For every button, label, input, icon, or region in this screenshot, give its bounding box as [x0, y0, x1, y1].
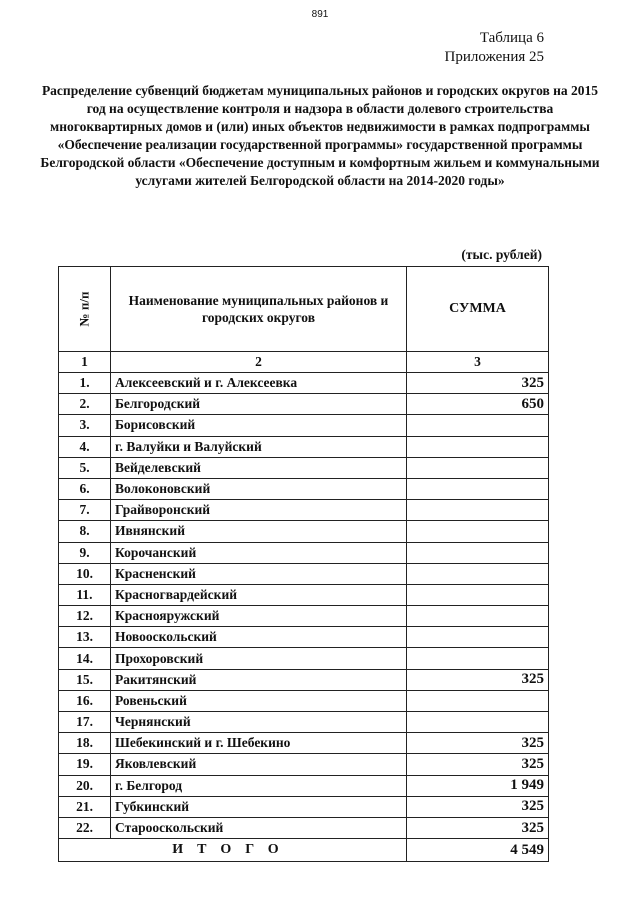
- table-row: [59, 733, 549, 754]
- district-name: Шебекинский и г. Шебекино: [111, 733, 407, 754]
- district-name: Белгородский: [111, 394, 407, 415]
- row-number: 9.: [59, 542, 111, 563]
- district-name: Алексеевский и г. Алексеевка: [111, 373, 407, 394]
- table-row: [59, 669, 549, 690]
- column-index: 3: [407, 352, 549, 373]
- row-sum: [407, 500, 549, 521]
- page-number: 891: [311, 9, 329, 20]
- table-row: [59, 796, 549, 817]
- district-name: Новооскольский: [111, 627, 407, 648]
- units-label: (тыс. рублей): [461, 247, 542, 262]
- row-sum: [407, 606, 549, 627]
- table-row: [59, 690, 549, 711]
- header-name: Наименование муниципальных районов и городских округов: [111, 267, 407, 352]
- row-sum: [407, 542, 549, 563]
- row-sum: 325: [407, 669, 549, 690]
- district-name: Красненский: [111, 563, 407, 584]
- row-sum: [407, 478, 549, 499]
- district-name: Прохоровский: [111, 648, 407, 669]
- district-name: г. Валуйки и Валуйский: [111, 436, 407, 457]
- table-row: [59, 627, 549, 648]
- row-sum: [407, 415, 549, 436]
- row-number: 11.: [59, 584, 111, 605]
- row-number: 17.: [59, 712, 111, 733]
- table-row: [59, 775, 549, 796]
- row-number: 3.: [59, 415, 111, 436]
- column-index: 2: [111, 352, 407, 373]
- table-row: [59, 584, 549, 605]
- row-sum: 650: [407, 394, 549, 415]
- document-title: Распределение субвенций бюджетам муниципальных районов и городских округов на 2015 год на осуществление контроля и надзора в области долевого строительства многоквартирных домов и (или) иных объектов недвижимости в рамках подпрограммы «Обеспечение реализации государственной программы» государственной программы Белгородской области «Обеспечение доступным и комфортным жильем и коммунальными услугами жителей Белгородской области на 2014-2020 годы»: [40, 83, 600, 188]
- row-number: 10.: [59, 563, 111, 584]
- district-name: Борисовский: [111, 415, 407, 436]
- table-row: [59, 500, 549, 521]
- row-number: 12.: [59, 606, 111, 627]
- district-name: Яковлевский: [111, 754, 407, 775]
- row-number: 7.: [59, 500, 111, 521]
- district-name: Красногвардейский: [111, 584, 407, 605]
- total-label: ИТОГО: [59, 839, 407, 862]
- row-number: 16.: [59, 690, 111, 711]
- district-name: Грайворонский: [111, 500, 407, 521]
- row-sum: 325: [407, 373, 549, 394]
- district-name: Краснояружский: [111, 606, 407, 627]
- district-name: г. Белгород: [111, 775, 407, 796]
- district-name: Корочанский: [111, 542, 407, 563]
- header-row: [59, 267, 549, 352]
- district-name: Ивнянский: [111, 521, 407, 542]
- row-number: 6.: [59, 478, 111, 499]
- row-sum: 325: [407, 817, 549, 838]
- row-sum: 325: [407, 754, 549, 775]
- row-number: 1.: [59, 373, 111, 394]
- row-sum: 325: [407, 733, 549, 754]
- total-sum: 4 549: [407, 839, 549, 862]
- table-row: [59, 415, 549, 436]
- table-row: [59, 478, 549, 499]
- table-row: [59, 542, 549, 563]
- district-name: Чернянский: [111, 712, 407, 733]
- table-row: [59, 521, 549, 542]
- row-sum: [407, 436, 549, 457]
- table-row: [59, 436, 549, 457]
- column-index-row: [59, 352, 549, 373]
- table-row: [59, 563, 549, 584]
- row-number: 2.: [59, 394, 111, 415]
- row-sum: [407, 521, 549, 542]
- table-row: [59, 817, 549, 838]
- district-name: Ровеньский: [111, 690, 407, 711]
- row-number: 4.: [59, 436, 111, 457]
- table-row: [59, 648, 549, 669]
- appendix-reference: Приложения 25: [444, 49, 544, 65]
- district-name: Губкинский: [111, 796, 407, 817]
- table-row: [59, 457, 549, 478]
- column-index: 1: [59, 352, 111, 373]
- row-sum: [407, 584, 549, 605]
- table-row: [59, 754, 549, 775]
- row-number: 21.: [59, 796, 111, 817]
- district-name: Вейделевский: [111, 457, 407, 478]
- row-number: 20.: [59, 775, 111, 796]
- row-sum: [407, 457, 549, 478]
- subvention-table: [58, 266, 549, 862]
- row-number: 18.: [59, 733, 111, 754]
- row-number: 15.: [59, 669, 111, 690]
- row-sum: [407, 563, 549, 584]
- header-num: № п/п: [59, 267, 111, 352]
- table-reference: Таблица 6: [479, 30, 544, 46]
- row-number: 8.: [59, 521, 111, 542]
- row-number: 19.: [59, 754, 111, 775]
- row-number: 5.: [59, 457, 111, 478]
- row-number: 14.: [59, 648, 111, 669]
- table-row: [59, 712, 549, 733]
- row-sum: 325: [407, 796, 549, 817]
- row-sum: [407, 690, 549, 711]
- district-name: Ракитянский: [111, 669, 407, 690]
- row-number: 22.: [59, 817, 111, 838]
- district-name: Старооскольский: [111, 817, 407, 838]
- row-sum: [407, 648, 549, 669]
- district-name: Волоконовский: [111, 478, 407, 499]
- table-row: [59, 373, 549, 394]
- table-row: [59, 394, 549, 415]
- row-sum: [407, 627, 549, 648]
- row-sum: 1 949: [407, 775, 549, 796]
- total-row: [59, 839, 549, 862]
- table-row: [59, 606, 549, 627]
- row-sum: [407, 712, 549, 733]
- header-sum: СУММА: [407, 267, 549, 352]
- row-number: 13.: [59, 627, 111, 648]
